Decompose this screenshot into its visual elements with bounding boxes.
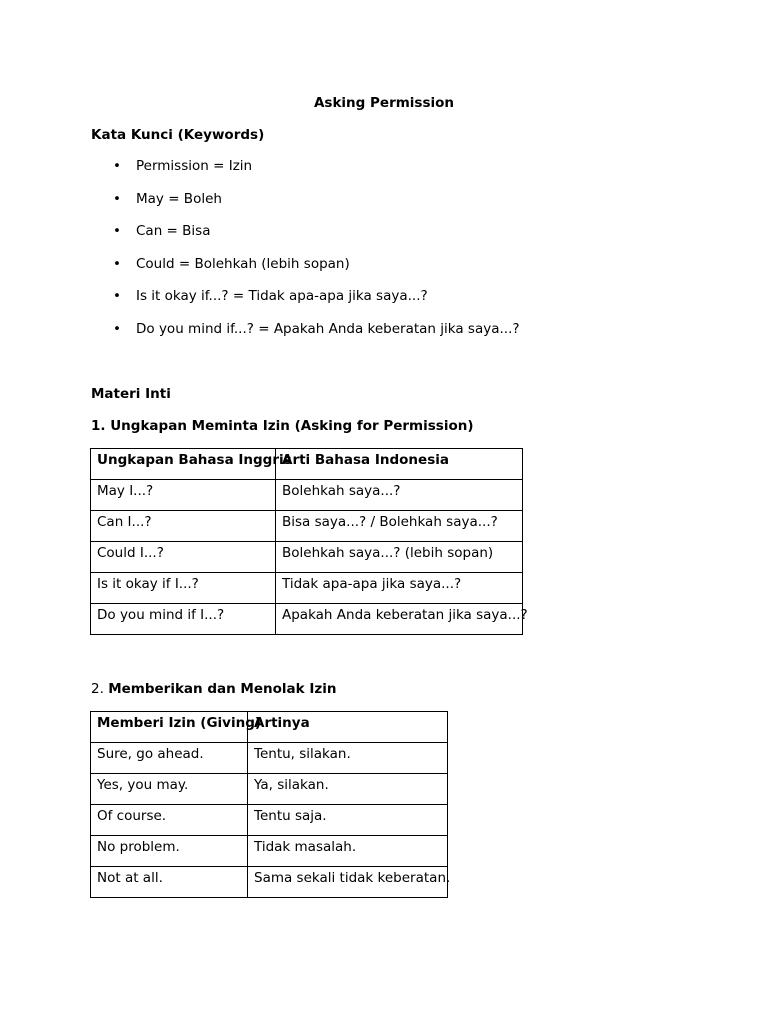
table-cell: Sure, go ahead. (91, 743, 248, 774)
table-cell: Bolehkah saya...? (276, 480, 523, 511)
table-row (91, 511, 523, 542)
bullet-icon: • (113, 320, 121, 337)
materi-heading-text: Materi Inti (91, 386, 171, 402)
table-row (91, 604, 523, 635)
section1-heading (91, 417, 474, 435)
table-row (91, 805, 448, 836)
table-cell: Tentu saja. (248, 805, 448, 836)
table-cell: No problem. (91, 836, 248, 867)
keywords-heading-text: Kata Kunci (Keywords) (91, 127, 265, 143)
table-cell: Can I...? (91, 511, 276, 542)
keywords-heading (91, 126, 264, 144)
section1-heading-text: 1. Ungkapan Meminta Izin (Asking for Permission) (91, 418, 474, 434)
list-item-text: Do you mind if...? = Apakah Anda keberatan jika saya...? (136, 320, 520, 337)
table-cell: Tentu, silakan. (248, 743, 448, 774)
table-row (91, 743, 448, 774)
table-row (91, 774, 448, 805)
bullet-icon: • (113, 255, 121, 272)
table-header-cell: Arti Bahasa Indonesia (276, 449, 523, 480)
table-cell: Tidak masalah. (248, 836, 448, 867)
giving-permission-table (90, 711, 451, 898)
table-row (91, 542, 523, 573)
table-cell: Of course. (91, 805, 248, 836)
table-cell: Sama sekali tidak keberatan. (248, 867, 448, 898)
table-cell: Do you mind if I...? (91, 604, 276, 635)
list-item-text: Is it okay if...? = Tidak apa-apa jika saya...? (136, 288, 428, 304)
table-cell: Ya, silakan. (248, 774, 448, 805)
table-header-cell: Ungkapan Bahasa Inggris (91, 449, 276, 480)
page-title: Asking Permission (313, 95, 455, 111)
table-header-cell: Artinya (248, 712, 448, 743)
table-cell: Bisa saya...? / Bolehkah saya...? (276, 511, 523, 542)
section2-number: 2. (91, 681, 104, 697)
bullet-icon: • (113, 288, 121, 304)
list-item-text: May = Boleh (136, 190, 222, 207)
bullet-icon: • (113, 158, 121, 174)
table-cell: Bolehkah saya...? (lebih sopan) (276, 542, 523, 573)
table-cell: Apakah Anda keberatan jika saya...? (276, 604, 523, 635)
table-row (91, 573, 523, 604)
bullet-icon: • (113, 190, 121, 207)
table-row (91, 867, 448, 898)
table-row (91, 480, 523, 511)
table-header-row (91, 712, 448, 743)
table-cell: May I...? (91, 480, 276, 511)
list-item-text: Can = Bisa (136, 223, 211, 239)
table-row (91, 836, 448, 867)
table-cell: Is it okay if I...? (91, 573, 276, 604)
table-cell: Tidak apa-apa jika saya...? (276, 573, 523, 604)
list-item-text: Could = Bolehkah (lebih sopan) (136, 255, 350, 272)
table-cell: Yes, you may. (91, 774, 248, 805)
section2-heading (91, 680, 336, 698)
bullet-icon: • (113, 223, 121, 239)
materi-heading (91, 385, 171, 403)
list-item-text: Permission = Izin (136, 158, 253, 174)
section2-title: Memberikan dan Menolak Izin (108, 681, 337, 697)
table-cell: Not at all. (91, 867, 248, 898)
asking-permission-table (90, 448, 528, 635)
table-cell: Could I...? (91, 542, 276, 573)
table-header-cell: Memberi Izin (Giving) (91, 712, 248, 743)
table-header-row (91, 449, 523, 480)
